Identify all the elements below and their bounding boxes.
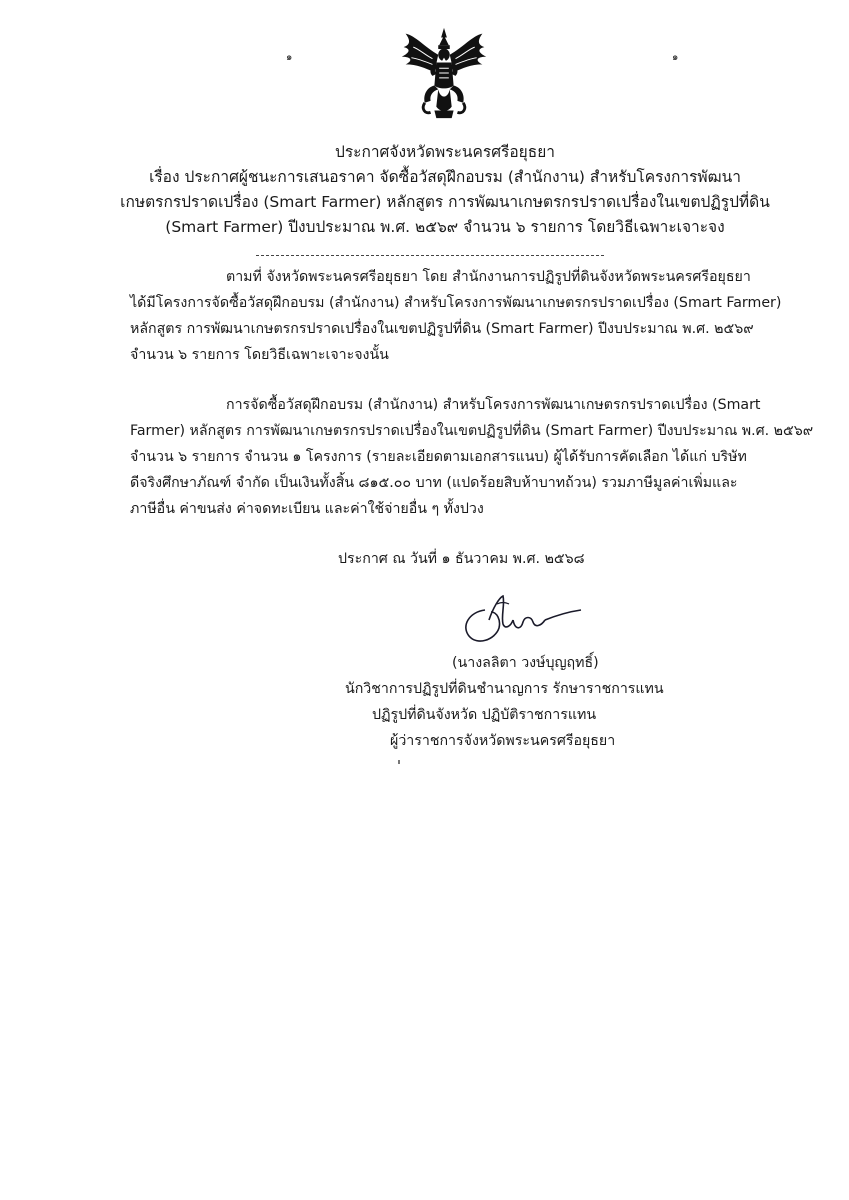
paragraph-1 [130, 264, 780, 368]
signatory-position-3: ผู้ว่าราชการจังหวัดพระนครศรีอยุธยา [390, 733, 616, 749]
announcement-title [100, 140, 790, 240]
signatory-name: (นางลลิตา วงษ์บุญฤทธิ์) [452, 655, 599, 671]
title-line-1: ประกาศจังหวัดพระนครศรีอยุธยา [334, 143, 555, 161]
signatory-position-2: ปฏิรูปที่ดินจังหวัด ปฏิบัติราชการแทน [372, 707, 597, 723]
corner-mark-left: ๑ [286, 52, 293, 63]
paragraph-2 [130, 392, 814, 522]
signature-icon [455, 590, 595, 652]
garuda-emblem-icon [396, 26, 492, 122]
paragraph-1-line-1: ตามที่ จังหวัดพระนครศรีอยุธยา โดย สำนักงานการปฏิรูปที่ดินจังหวัดพระนครศรีอยุธยา [226, 269, 751, 285]
corner-mark-right: ๑ [672, 52, 679, 63]
paragraph-1-line-3: หลักสูตร การพัฒนาเกษตรกรปราดเปรื่องในเขตปฏิรูปที่ดิน (Smart Farmer) ปีงบประมาณ พ.ศ. ๒๕๖๙ [130, 321, 754, 337]
paragraph-2-line-1: การจัดซื้อวัสดุฝึกอบรม (สำนักงาน) สำหรับโครงการพัฒนาเกษตรกรปราดเปรื่อง (Smart [226, 397, 761, 413]
paragraph-1-line-2: ได้มีโครงการจัดซื้อวัสดุฝึกอบรม (สำนักงาน) สำหรับโครงการพัฒนาเกษตรกรปราดเปรื่อง (Smart Farmer) [130, 295, 782, 311]
title-line-3: เกษตรกรปราดเปรื่อง (Smart Farmer) หลักสูตร การพัฒนาเกษตรกรปราดเปรื่องในเขตปฏิรูปที่ดิน [120, 193, 770, 211]
paragraph-1-line-4: จำนวน ๖ รายการ โดยวิธีเฉพาะเจาะจงนั้น [130, 347, 389, 363]
paragraph-2-line-4: ดีจริงศึกษาภัณฑ์ จำกัด เป็นเงินทั้งสิ้น ๘๑๕.๐๐ บาท (แปดร้อยสิบห้าบาทถ้วน) รวมภาษีมูลค่าเพิ่มและ [130, 475, 738, 491]
paragraph-2-line-3: จำนวน ๖ รายการ จำนวน ๑ โครงการ (รายละเอียดตามเอกสารแนบ) ผู้ได้รับการคัดเลือก ได้แก่ บริษัท [130, 449, 747, 465]
scan-mark [398, 760, 400, 764]
paragraph-2-line-5: ภาษีอื่น ค่าขนส่ง ค่าจดทะเบียน และค่าใช้จ่ายอื่น ๆ ทั้งปวง [130, 501, 484, 517]
announcement-date: ประกาศ ณ วันที่ ๑ ธันวาคม พ.ศ. ๒๕๖๘ [338, 551, 585, 567]
signatory-position-1: นักวิชาการปฏิรูปที่ดินชำนาญการ รักษาราชการแทน [345, 681, 664, 697]
title-line-4: (Smart Farmer) ปีงบประมาณ พ.ศ. ๒๕๖๙ จำนวน ๖ รายการ โดยวิธีเฉพาะเจาะจง [165, 218, 725, 236]
paragraph-2-line-2: Farmer) หลักสูตร การพัฒนาเกษตรกรปราดเปรื่องในเขตปฏิรูปที่ดิน (Smart Farmer) ปีงบประมาณ พ.ศ. ๒๕๖๙ [130, 423, 814, 439]
title-separator [256, 255, 604, 256]
title-line-2: เรื่อง ประกาศผู้ชนะการเสนอราคา จัดซื้อวัสดุฝึกอบรม (สำนักงาน) สำหรับโครงการพัฒนา [149, 168, 741, 186]
